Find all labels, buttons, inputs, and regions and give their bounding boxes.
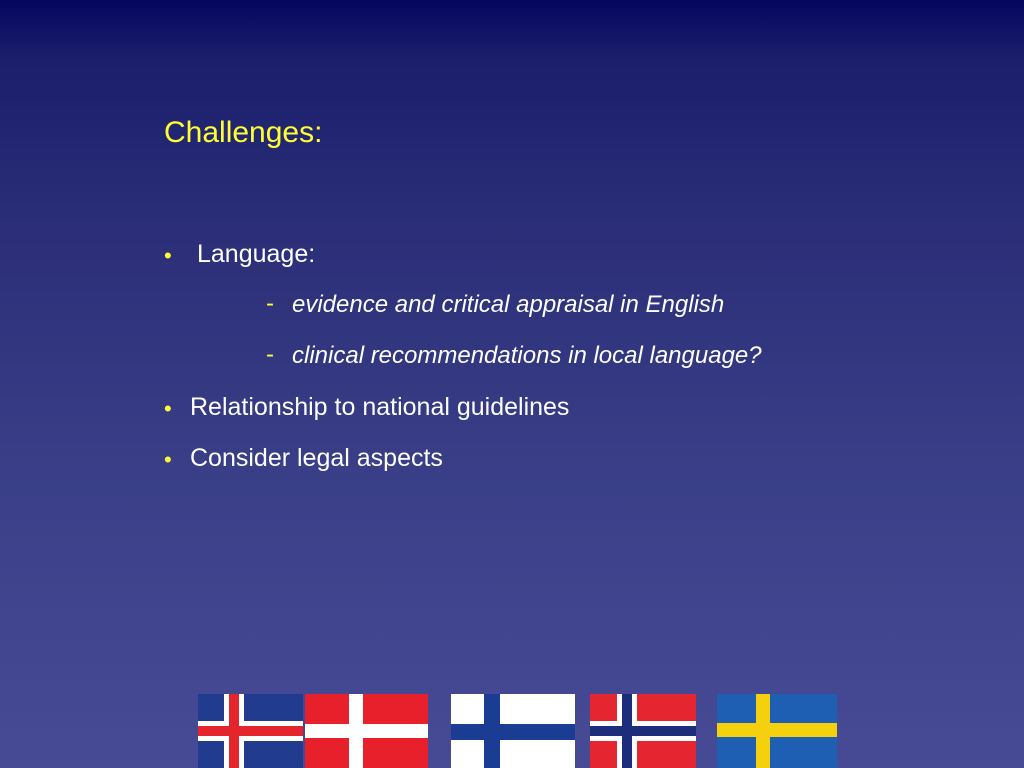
bullet-marker: • xyxy=(164,396,172,421)
slide-title: Challenges: xyxy=(164,116,323,149)
bullet-text-legal: Consider legal aspects xyxy=(190,444,443,472)
sub-bullet-marker: - xyxy=(266,290,274,317)
denmark-flag-icon xyxy=(305,694,428,768)
bullet-text-language: Language: xyxy=(197,240,316,268)
sub-bullet-marker: - xyxy=(266,341,274,368)
sub-item-local-language: clinical recommendations in local language? xyxy=(292,342,762,369)
sub-item-english: evidence and critical appraisal in English xyxy=(292,291,725,318)
sweden-flag-icon xyxy=(717,694,837,768)
iceland-flag-icon xyxy=(198,694,303,768)
bullet-text-guidelines: Relationship to national guidelines xyxy=(190,393,570,421)
finland-flag-icon xyxy=(451,694,575,768)
bullet-marker: • xyxy=(164,243,172,268)
bullet-marker: • xyxy=(164,447,172,472)
norway-flag-icon xyxy=(590,694,696,768)
